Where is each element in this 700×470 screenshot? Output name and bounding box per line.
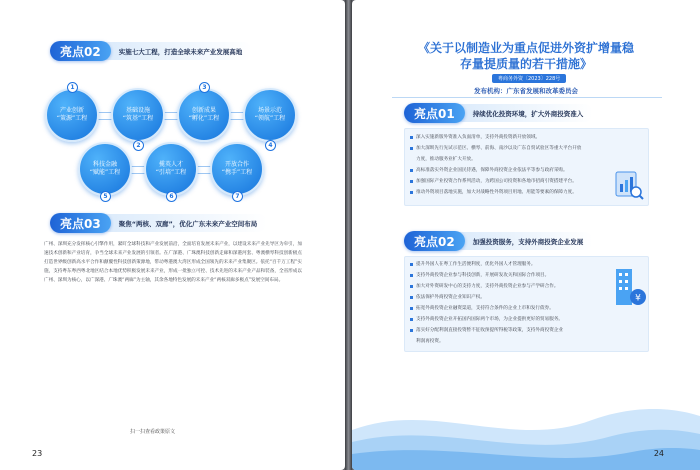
project-circle-2 xyxy=(111,88,165,142)
highlight-title: 聚焦“两核、双廊”，优化广东未来产业空间布局 xyxy=(105,214,268,232)
project-line1: 基础设施 xyxy=(125,106,150,114)
list-item: 力度，推动服务业扩大开放。 xyxy=(416,157,476,162)
project-line1: 产业创新 xyxy=(59,106,84,114)
project-number-badge: 4 xyxy=(265,140,276,151)
project-line2: “携手”工程 xyxy=(221,169,253,176)
list-item: 支持外商投资企业参与科技创新，开展研发攻关和国际合作项目。 xyxy=(410,270,563,281)
highlight-tag: 亮点01 xyxy=(404,103,465,123)
project-line1: 科技金融 xyxy=(92,160,117,168)
list-item: 加强国际产业投资合作系列活动，为跨国公司投资和各地市招商引资搭建平台。 xyxy=(410,176,581,187)
list-item: 推动外资项目落地实施，加大对战略性外资项目用地、用能等要素的保障力度。 xyxy=(410,187,581,198)
list-item: 拓宽外商投资企业融资渠道，支持符合条件的企业上市和发行债券。 xyxy=(410,303,563,314)
project-line1: 场景示范 xyxy=(257,106,282,114)
list-item: 依法保护外商投资企业知识产权。 xyxy=(410,292,563,303)
issuing-agency: 发布机构：广东省发展和改革委员会 xyxy=(474,87,578,95)
project-circle-7 xyxy=(210,142,264,196)
project-line1: 揽英人才 xyxy=(158,160,183,168)
project-number-badge: 5 xyxy=(100,191,111,202)
right-page xyxy=(352,0,700,470)
project-number-badge: 6 xyxy=(166,191,177,202)
svg-text:¥: ¥ xyxy=(635,293,641,304)
project-line2: “筑基”工程 xyxy=(122,115,154,122)
project-line2: “领航”工程 xyxy=(254,115,286,122)
project-circle-4 xyxy=(243,88,297,142)
list-item: 提升外国人在粤工作生活便利度，优化外国人才管理服务。 xyxy=(410,259,563,270)
highlight-03-paragraph: 广州、深圳充分发挥核心引擎作用，紧盯全球科技和产业发展前沿，全面培育发展未来产业，以建设未来产业先导区为牵引，加速技术创新和产业培育，争当全球未来产业发展的引领者。在广深港、广珠澳科技创新走廊和深港河套、粤澳横琴科技创新极点打造世界级创新高水平合作和颠覆性科技创新策源地，带动粤港澳大湾区形成全国领先的未来产业集聚区。依托“百千万工程”实施，支持粤东粤西粤北地区结合本地优势积极发展未来产业，形成一批独立可控、技术先进的未来产业产品和装备，全省形成以广州、深圳为核心，以广深港、广珠澳“两廊”为主轴，其余各地特色发展的未来产业“两核双廊多极点”发展空间布局。 xyxy=(44,242,302,283)
highlight-01-list xyxy=(410,132,581,198)
highlight-02-header xyxy=(50,41,252,61)
page-number: 23 xyxy=(32,449,43,458)
project-circle-1 xyxy=(45,88,99,142)
building-yuan-icon xyxy=(612,265,648,309)
document-title-line2: 存量提质量的若干措施》 xyxy=(459,57,592,71)
document-title-line1: 《关于以制造业为重点促进外资扩增量稳 xyxy=(417,41,634,55)
divider xyxy=(392,97,662,98)
list-item: 利润再投资。 xyxy=(416,339,444,344)
project-line2: “孵化”工程 xyxy=(188,115,220,122)
left-page xyxy=(0,0,345,470)
book-spine xyxy=(345,0,352,470)
highlight-title: 加强投资服务，支持外商投资企业发展 xyxy=(459,232,594,250)
decorative-wave xyxy=(352,380,700,470)
project-circle-3 xyxy=(177,88,231,142)
highlight-tag: 亮点03 xyxy=(50,213,111,233)
scan-qr-caption: 扫一扫查看政策原文 xyxy=(130,429,176,435)
project-line1: 开放合作 xyxy=(224,160,249,168)
highlight-title: 实施七大工程，打造全球未来产业发展高地 xyxy=(105,42,253,60)
project-line1: 创新成果 xyxy=(191,106,216,114)
project-number-badge: 7 xyxy=(232,191,243,202)
project-line2: “策源”工程 xyxy=(56,115,88,122)
list-item: 深入实施新版外资准入负面清单，支持外商投资新开放领域。 xyxy=(410,132,581,143)
list-item: 落实好分配利润直接投资暂不征收预提所得税等政策，支持外商投资企业 xyxy=(410,325,563,336)
project-circle-5 xyxy=(78,142,132,196)
page-number: 24 xyxy=(653,449,664,458)
project-line2: “赋能”工程 xyxy=(89,169,121,176)
chart-analytics-icon xyxy=(614,168,644,202)
list-item: 加大对外资研发中心的支持力度，支持外商投资企业参与产学研合作。 xyxy=(410,281,563,292)
project-line2: “引培”工程 xyxy=(155,169,187,176)
project-number-badge: 1 xyxy=(67,82,78,93)
document-title xyxy=(376,40,676,72)
list-item: 加大深圳先行先试示范区、横琴、前海、南沙以及广东自贸试验区等重大平台开放 xyxy=(410,143,581,154)
document-number-badge: 粤商务外资〔2023〕228号 xyxy=(492,74,566,83)
highlight-03-header xyxy=(50,213,267,233)
project-circle-6 xyxy=(144,142,198,196)
highlight-02-header-right xyxy=(404,231,593,251)
highlight-title: 持续优化投资环境，扩大外商投资准入 xyxy=(459,104,594,122)
highlight-tag: 亮点02 xyxy=(404,231,465,251)
highlight-tag: 亮点02 xyxy=(50,41,111,61)
project-number-badge: 2 xyxy=(133,140,144,151)
highlight-01-header xyxy=(404,103,593,123)
list-item: 支持外商投资企业开拓国内国际两个市场，为企业提供更好的贸易服务。 xyxy=(410,314,563,325)
project-number-badge: 3 xyxy=(199,82,210,93)
list-item: 高标准落实外资企业国民待遇，保障外商投资企业依法平等参与政府采购。 xyxy=(410,165,581,176)
highlight-02-list xyxy=(410,259,563,347)
